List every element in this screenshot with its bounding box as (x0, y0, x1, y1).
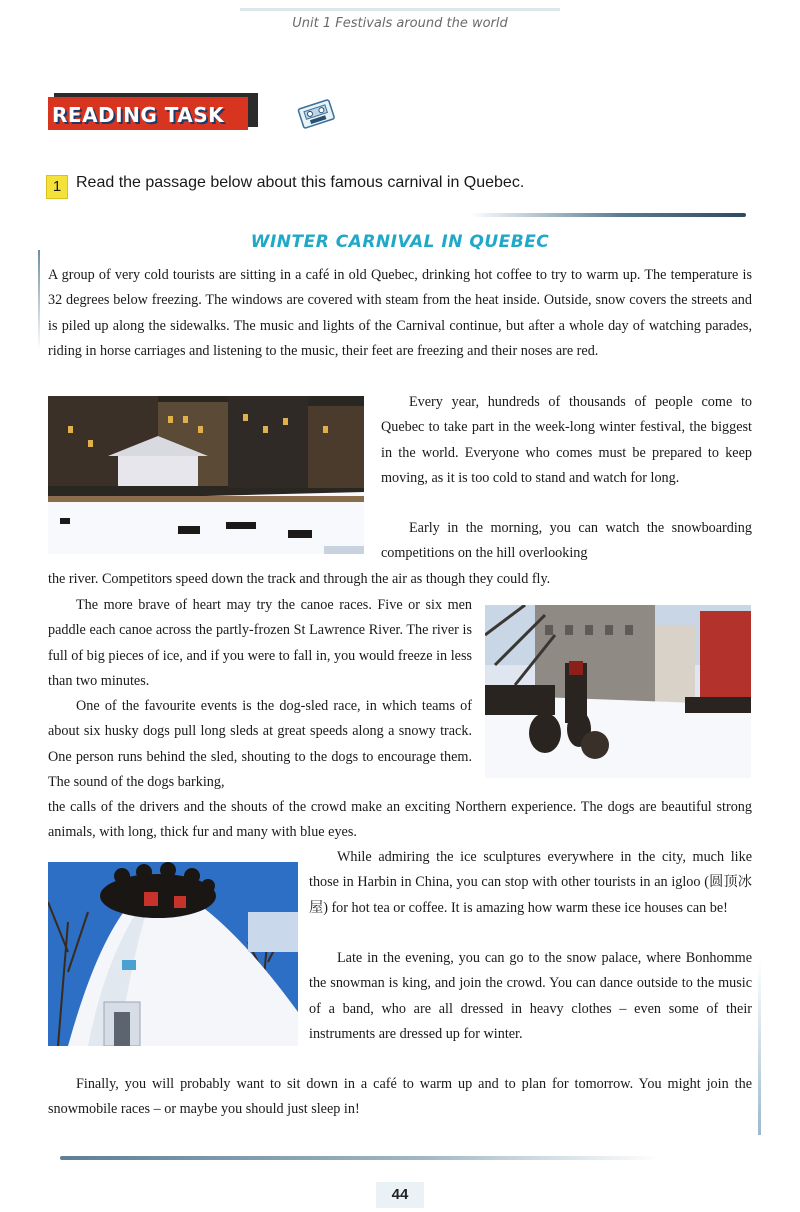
bottom-rule (60, 1156, 660, 1160)
paragraph-3a: Early in the morning, you can watch the snowboarding competitions on the hill overlooking (381, 520, 752, 562)
page-number: 44 (391, 1186, 409, 1203)
photo-carnival-town (48, 396, 364, 554)
task-instruction: Read the passage below about this famous carnival in Quebec. (76, 174, 525, 191)
right-margin-rule (758, 960, 761, 1135)
paragraph-8: Finally, you will probably want to sit down in a café to warm up and to plan for tomorrow. You might join the snowmobile races – or maybe you should just sleep in! (48, 1076, 752, 1118)
left-margin-rule (38, 250, 40, 350)
paragraph-7: Late in the evening, you can go to the snow palace, where Bonhomme the snowman is king, and join the crowd. You can dance outside to the music of a band, who are all dressed in heavy clothes – even some of their instruments are dressed up for winter. (309, 950, 752, 1042)
passage-title: WINTER CARNIVAL IN QUEBEC (250, 232, 550, 252)
paragraph-1: A group of very cold tourists are sitting in a café in old Quebec, drinking hot coffee to try to warm up. The temperature is 32 degrees below freezing. The windows are covered with steam from the heat inside. Outside, snow covers the streets and is piled up along the sidewalks. The music and lights of the Carnival continue, but after a whole day of watching parades, riding in horse carriages and listening to the music, their feet are freezing and their noses are red. (48, 267, 752, 359)
paragraph-5b: the calls of the drivers and the shouts of the crowd make an exciting Northern experience. The dogs are beautiful strong animals, with long, thick fur and many with blue eyes. (48, 799, 752, 841)
section-banner: READING TASK (52, 103, 225, 127)
cassette-tape-icon (296, 96, 336, 130)
paragraph-2: Every year, hundreds of thousands of people come to Quebec to take part in the week-long winter festival, the biggest in the world. Everyone who comes must be prepared to keep moving, as it is too cold to stand and watch for long. (381, 394, 752, 486)
paragraph-6: While admiring the ice sculptures everywhere in the city, much like those in Harbin in China, you can stop with other tourists in an igloo (圆顶冰屋) for hot tea or coffee. It is amazing how warm these ice houses can be! (309, 849, 752, 916)
running-header: Unit 1 Festivals around the world (292, 16, 508, 31)
photo-igloo (48, 862, 298, 1046)
paragraph-4: The more brave of heart may try the canoe races. Five or six men paddle each canoe across the partly-frozen St Lawrence River. The river is full of big pieces of ice, and if you were to fall in, you would freeze in less than two minutes. (48, 597, 472, 689)
paragraph-5a: One of the favourite events is the dog-sled race, in which teams of about six husky dogs pull long sleds at great speeds along a snowy track. One person runs behind the sled, shouting to the dogs to encourage them. The sound of the dogs barking, (48, 698, 472, 790)
top-rule (240, 8, 560, 11)
title-rule (470, 213, 746, 217)
task-number-badge: 1 (46, 175, 68, 199)
paragraph-3b: the river. Competitors speed down the track and through the air as though they could fly. (48, 571, 551, 587)
photo-dog-sled-race (485, 605, 751, 778)
